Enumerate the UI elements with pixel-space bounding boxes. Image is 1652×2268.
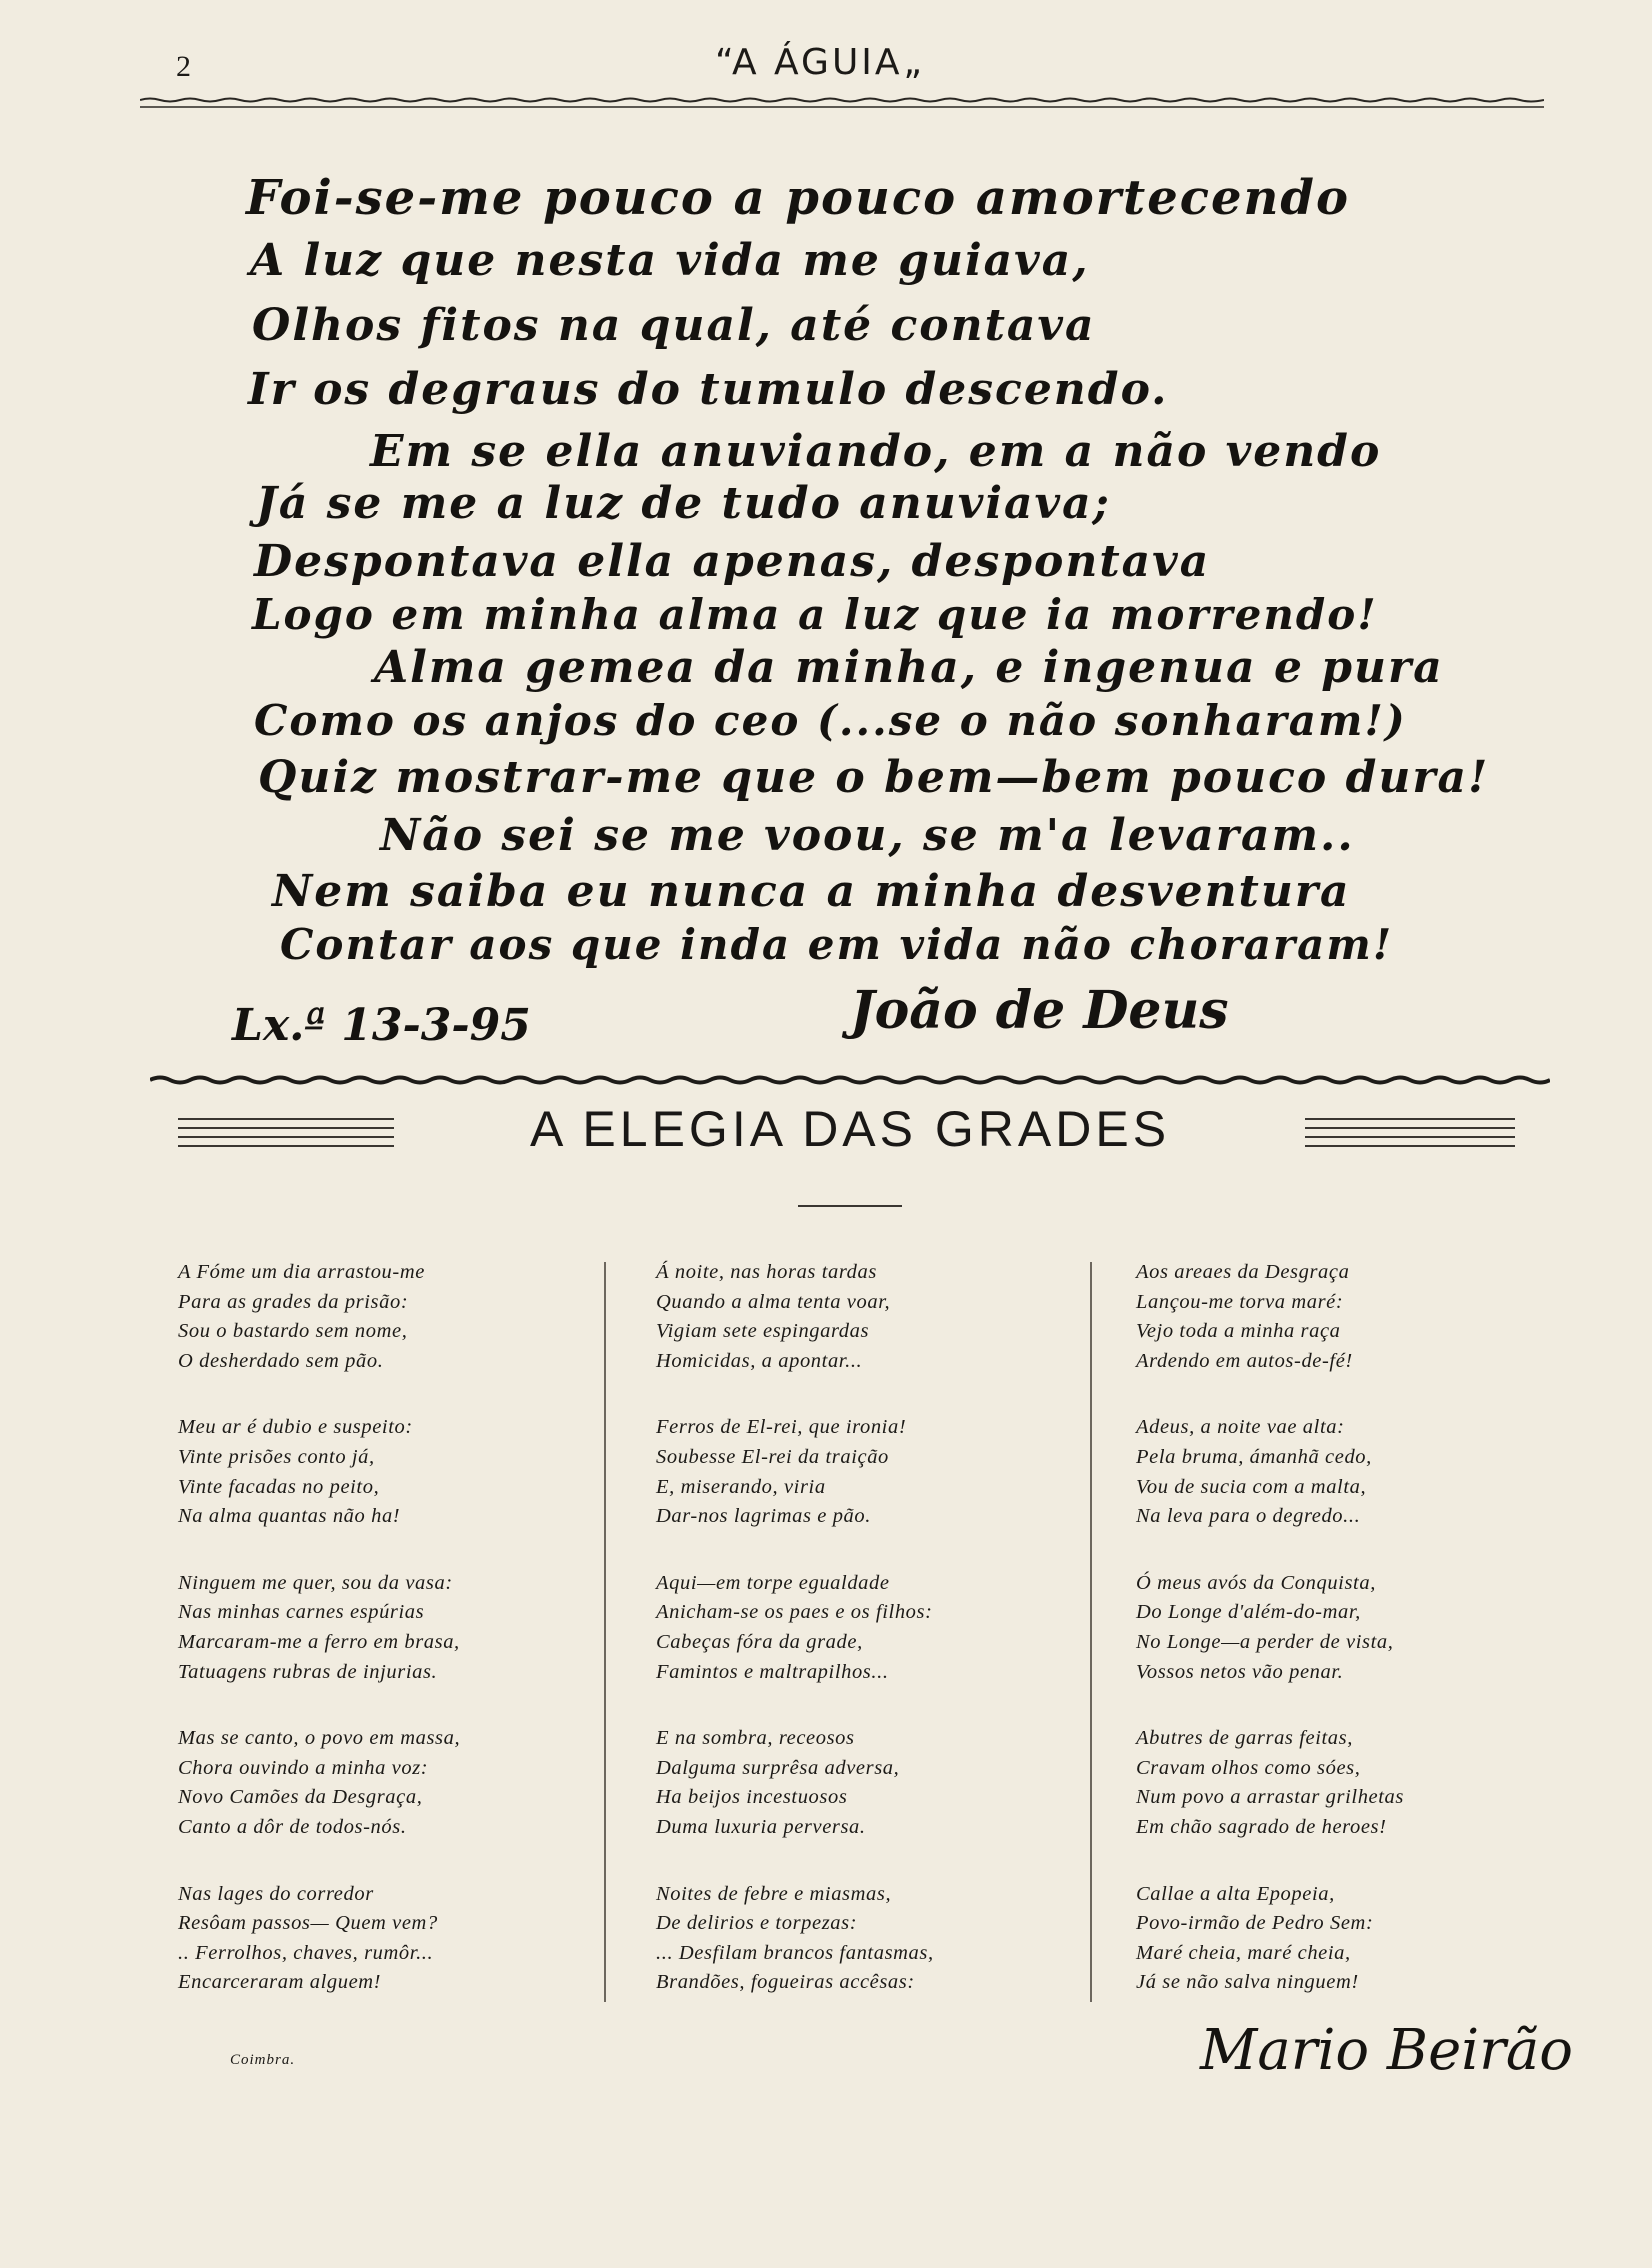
poem-column-3 (1136, 1258, 1536, 2035)
verse-line: Num povo a arrastar grilhetas (1136, 1786, 1404, 1809)
verse-line: Ferros de El-rei, que ironia! (656, 1416, 907, 1439)
verse-line: Abutres de garras feitas, (1136, 1727, 1353, 1750)
stanza (656, 1880, 1056, 1998)
stanza (1136, 1413, 1536, 1531)
verse-line: Novo Camões da Desgraça, (178, 1786, 423, 1809)
manuscript-line: Logo em minha alma a luz que ia morrendo! (252, 590, 1378, 639)
verse-line: Vinte prisões conto já, (178, 1445, 375, 1468)
verse-line: Cravam olhos como sóes, (1136, 1756, 1361, 1779)
stanza (1136, 1569, 1536, 1687)
verse-line: Noites de febre e miasmas, (656, 1882, 892, 1905)
verse-line: Ó meus avós da Conquista, (1136, 1571, 1376, 1594)
verse-line: Vinte facadas no peito, (178, 1475, 380, 1498)
verse-line: De delirios e torpezas: (656, 1912, 858, 1935)
stanza (656, 1258, 1056, 1376)
header-rule (140, 96, 1544, 110)
verse-line: Nas lages do corredor (178, 1882, 374, 1905)
stanza (656, 1724, 1056, 1842)
verse-line: Aqui—em torpe egualdade (656, 1571, 890, 1594)
stanza (1136, 1724, 1536, 1842)
verse-line: Em chão sagrado de heroes! (1136, 1815, 1387, 1838)
verse-line: .. Ferrolhos, chaves, rumôr... (178, 1941, 434, 1964)
verse-line: Duma luxuria perversa. (656, 1815, 866, 1838)
verse-line: Nas minhas carnes espúrias (178, 1601, 425, 1624)
verse-line: Chora ouvindo a minha voz: (178, 1756, 429, 1779)
manuscript-line: Como os anjos do ceo (...se o não sonharam!) (254, 696, 1407, 745)
manuscript-line: Alma gemea da minha, e ingenua e pura (374, 642, 1444, 693)
manuscript-line: Já se me a luz de tudo anuviava; (256, 478, 1111, 529)
verse-line: Vossos netos vão penar. (1136, 1660, 1344, 1683)
stanza (178, 1413, 578, 1531)
verse-line: Lançou-me torva maré: (1136, 1290, 1344, 1313)
manuscript-line: Ir os degraus do tumulo descendo. (248, 364, 1169, 415)
verse-line: Homicidas, a apontar... (656, 1349, 863, 1372)
manuscript-line: Contar aos que inda em vida não choraram! (280, 920, 1394, 969)
title-ornament-right (1305, 1118, 1515, 1154)
verse-line: Famintos e maltrapilhos... (656, 1660, 889, 1683)
verse-line: Anicham-se os paes e os filhos: (656, 1601, 933, 1624)
verse-line: Vigiam sete espingardas (656, 1320, 870, 1343)
verse-line: E na sombra, receosos (656, 1727, 855, 1750)
title-ornament-left (178, 1118, 394, 1154)
verse-line: Resôam passos— Quem vem? (178, 1912, 438, 1935)
stanza (178, 1724, 578, 1842)
verse-line: Para as grades da prisão: (178, 1290, 409, 1313)
stanza (178, 1258, 578, 1376)
verse-line: Mas se canto, o povo em massa, (178, 1727, 461, 1750)
verse-line: A Fóme um dia arrastou-me (178, 1261, 425, 1283)
verse-line: Vou de sucia com a malta, (1136, 1475, 1367, 1498)
verse-line: Quando a alma tenta voar, (656, 1290, 891, 1313)
article-title: A ELEGIA DAS GRADES (529, 1101, 1171, 1157)
stanza (178, 1880, 578, 1998)
verse-line: Sou o bastardo sem nome, (178, 1320, 408, 1343)
verse-line: Na leva para o degredo... (1136, 1505, 1361, 1528)
verse-line: Brandões, fogueiras accêsas: (656, 1971, 915, 1994)
verse-line: Cabeças fóra da grade, (656, 1630, 863, 1653)
verse-line: Ninguem me quer, sou da vasa: (178, 1571, 453, 1594)
column-divider (1090, 1262, 1092, 2002)
place-of-writing: Coimbra. (230, 2052, 296, 2068)
verse-line: Marcaram-me a ferro em brasa, (178, 1630, 460, 1653)
verse-line: Do Longe d'além-do-mar, (1136, 1601, 1361, 1624)
poem-column-2 (656, 1258, 1056, 2035)
manuscript-line: A luz que nesta vida me guiava, (250, 235, 1090, 286)
stanza (178, 1569, 578, 1687)
verse-line: Vejo toda a minha raça (1136, 1320, 1341, 1343)
running-title: “A ÁGUIA„ (714, 42, 926, 83)
verse-line: Maré cheia, maré cheia, (1136, 1941, 1351, 1964)
manuscript-line: Não sei se me voou, se m'a levaram.. (380, 810, 1355, 861)
verse-line: Dar-nos lagrimas e pão. (656, 1505, 871, 1528)
manuscript-poem (0, 120, 1652, 1080)
verse-line: Callae a alta Epopeia, (1136, 1882, 1335, 1905)
page-number: 2 (176, 50, 191, 83)
stanza (656, 1569, 1056, 1687)
manuscript-line: Quiz mostrar-me que o bem—bem pouco dura! (258, 752, 1490, 803)
verse-line: ... Desfilam brancos fantasmas, (656, 1941, 934, 1964)
verse-line: Soubesse El-rei da traição (656, 1445, 889, 1468)
manuscript-line: Nem saiba eu nunca a minha desventura (272, 866, 1351, 917)
verse-line: Já se não salva ninguem! (1136, 1971, 1359, 1994)
author-signature: Mario Beirão (1200, 2018, 1573, 2083)
verse-line: No Longe—a perder de vista, (1136, 1630, 1394, 1653)
manuscript-line: Em se ella anuviando, em a não vendo (370, 426, 1382, 477)
verse-line: Á noite, nas horas tardas (656, 1261, 877, 1283)
manuscript-signature: João de Deus (850, 980, 1229, 1041)
stanza (1136, 1880, 1536, 1998)
verse-line: Adeus, a noite vae alta: (1136, 1416, 1345, 1439)
column-divider (604, 1262, 606, 2002)
manuscript-date: Lx.ª 13-3-95 (232, 1000, 531, 1051)
verse-line: Ardendo em autos-de-fé! (1136, 1349, 1353, 1372)
verse-line: Encarceraram alguem! (178, 1971, 382, 1994)
verse-line: Tatuagens rubras de injurias. (178, 1660, 438, 1683)
manuscript-line: Foi-se-me pouco a pouco amortecendo (246, 170, 1350, 226)
verse-line: Ha beijos incestuosos (656, 1786, 848, 1809)
title-underline (798, 1205, 902, 1207)
verse-line: O desherdado sem pão. (178, 1349, 384, 1372)
verse-line: Canto a dôr de todos-nós. (178, 1815, 407, 1838)
manuscript-line: Olhos fitos na qual, até contava (252, 300, 1096, 351)
poem-column-1 (178, 1258, 578, 2035)
verse-line: Povo-irmão de Pedro Sem: (1136, 1912, 1374, 1935)
stanza (656, 1413, 1056, 1531)
verse-line: Pela bruma, ámanhã cedo, (1136, 1445, 1372, 1468)
verse-line: Na alma quantas não ha! (178, 1505, 401, 1528)
verse-line: Aos areaes da Desgraça (1136, 1261, 1350, 1283)
verse-line: Dalguma surprêsa adversa, (656, 1756, 900, 1779)
manuscript-line: Despontava ella apenas, despontava (254, 536, 1211, 587)
stanza (1136, 1258, 1536, 1376)
verse-line: E, miserando, viria (656, 1475, 826, 1498)
verse-line: Meu ar é dubio e suspeito: (178, 1416, 413, 1439)
section-divider (150, 1072, 1550, 1088)
